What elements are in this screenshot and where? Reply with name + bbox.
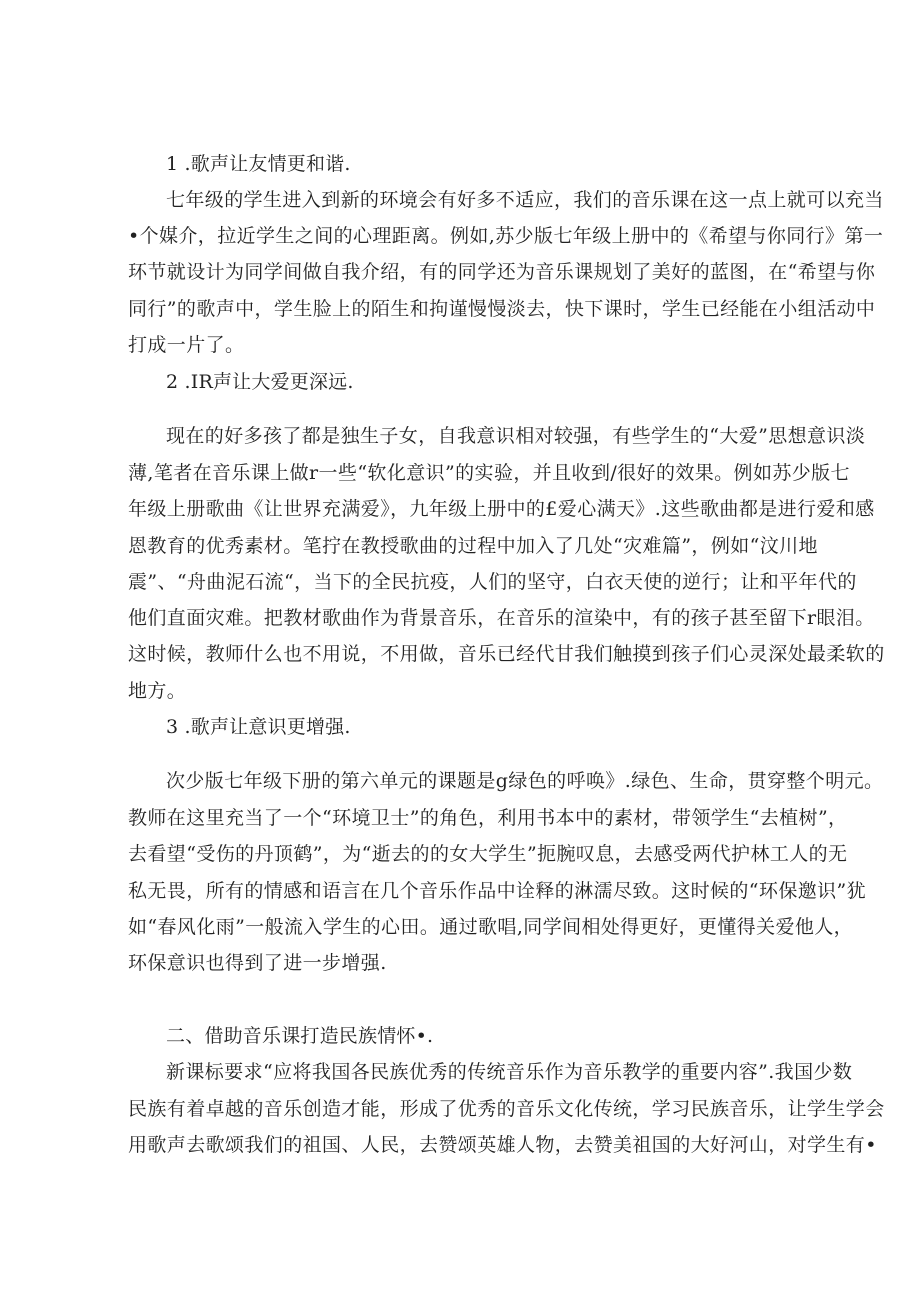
paragraph-line: 地方。	[128, 680, 187, 702]
paragraph-line: 私无畏，所有的情感和语言在几个音乐作品中诠释的淋濡尽致。这时候的“环保邀识”犹	[128, 880, 867, 902]
paragraph-line: 打成一片了。	[128, 334, 245, 356]
section-heading: 1 .歌声让友情更和谐.	[166, 153, 351, 175]
paragraph-line: 他们直面灾难。把教材歌曲作为背景音乐，在音乐的渲染中，有的孩子甚至留下r眼泪。	[128, 607, 875, 629]
paragraph-line: 现在的好多孩了都是独生子女，自我意识相对较强，有些学生的“大爱”思想意识淡	[166, 425, 866, 447]
paragraph-line: 如“春风化雨”一般流入学生的心田。通过歌唱,同学间相处得更好，更懂得关爱他人，	[128, 916, 854, 938]
paragraph-line: 教师在这里充当了一个“环境卫士”的角色，利用书本中的素材，带领学生“去植树”，	[128, 807, 848, 829]
paragraph-line: 民族有着卓越的音乐创造才能，形成了优秀的音乐文化传统，学习民族音乐，让学生学会	[128, 1098, 885, 1120]
paragraph-line: 年级上册歌曲《让世界充满爱》，九年级上册中的£爱心满天》.这些歌曲都是进行爱和感	[128, 498, 875, 520]
section-heading: 2 .IR声让大爱更深远.	[166, 371, 354, 393]
paragraph-line: 七年级的学生进入到新的环境会有好多不适应，我们的音乐课在这一点上就可以充当	[166, 189, 884, 211]
paragraph-line: 新课标要求“应将我国各民族优秀的传统音乐作为音乐教学的重要内容”.我国少数	[166, 1061, 853, 1083]
paragraph-line: 薄,笔者在音乐课上做r一些“软化意识”的实验，并且收到/很好的效果。例如苏少版七	[128, 462, 850, 484]
paragraph-line: 同行”的歌声中，学生脸上的陌生和拘谨慢慢淡去，快下课时，学生已经能在小组活动中	[128, 298, 876, 320]
section-heading: 3 .歌声让意识更增强.	[166, 716, 351, 738]
paragraph-line: 这时候，教师什么也不用说，不用做，音乐已经代甘我们触摸到孩子们心灵深处最柔软的	[128, 643, 885, 665]
paragraph-line: 环保意识也得到了进一步增强.	[128, 952, 387, 974]
paragraph-line: 恩教育的优秀素材。笔拧在教授歌曲的过程中加入了几处“灾难篇”，例如“汶川地	[128, 535, 818, 557]
section-heading: 二、借助音乐课打造民族情怀•.	[166, 1025, 434, 1047]
paragraph-line: 次少版七年级下册的第六单元的课题是g绿色的呼唤》.绿色、生命，贯穿整个明元。	[166, 770, 884, 792]
paragraph-line: •个媒介，拉近学生之间的心理距离。例如,苏少版七年级上册中的《希望与你同行》第一	[128, 225, 884, 247]
paragraph-line: 环节就设计为同学间做自我介绍，有的同学还为音乐课规划了美好的蓝图，在“希望与你	[128, 261, 876, 283]
paragraph-line: 去看望“受伤的丹顶鹤”，为“逝去的的女大学生”扼腕叹息，去感受两代护林工人的无	[128, 843, 848, 865]
paragraph-line: 震”、“舟曲泥石流“，当下的全民抗疫，人们的坚守，白衣天使的逆行；让和平年代的	[128, 571, 857, 593]
paragraph-line: 用歌声去歌颂我们的祖国、人民，去赞颂英雄人物，去赞美祖国的大好河山，对学生有•	[128, 1134, 877, 1156]
